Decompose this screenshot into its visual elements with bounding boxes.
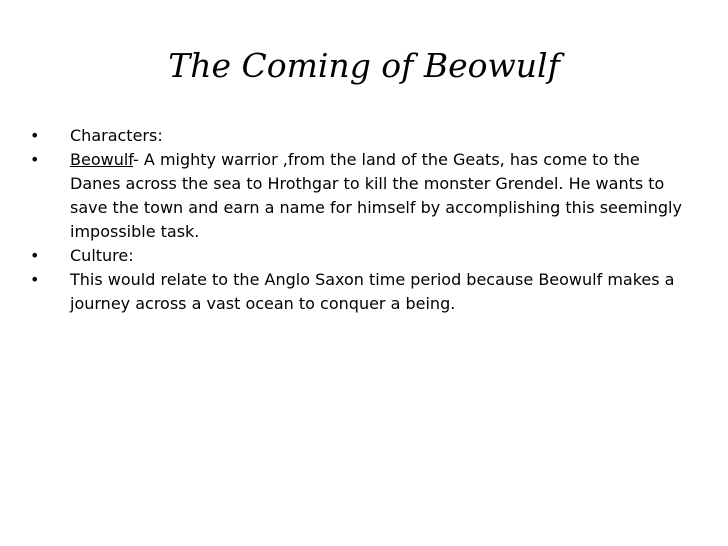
bullet-dot-icon: • [30, 270, 40, 289]
bullet-text: - A mighty warrior ,from the land of the Geats, has come to the Danes across the sea to Hrothgar to kill the monster Grendel. He wants to save the town and earn a name for himself by accomplishing this seemingly impossible task. [70, 150, 682, 241]
bullet-item-culture-description [30, 268, 690, 316]
bullet-text: This would relate to the Anglo Saxon time period because Beowulf makes a journey across a vast ocean to conquer a being. [70, 270, 675, 313]
bullet-list [30, 124, 690, 316]
bullet-dot-icon: • [30, 126, 40, 145]
bullet-item-beowulf [30, 148, 690, 244]
bullet-item-characters [30, 124, 690, 148]
bullet-dot-icon: • [30, 246, 40, 265]
bullet-item-culture [30, 244, 690, 268]
bullet-text: Culture: [70, 246, 134, 265]
bullet-dot-icon: • [30, 150, 40, 169]
bullet-text: Characters: [70, 126, 163, 145]
slide-title: The Coming of Beowulf [168, 46, 560, 85]
beowulf-term: Beowulf [70, 150, 134, 169]
